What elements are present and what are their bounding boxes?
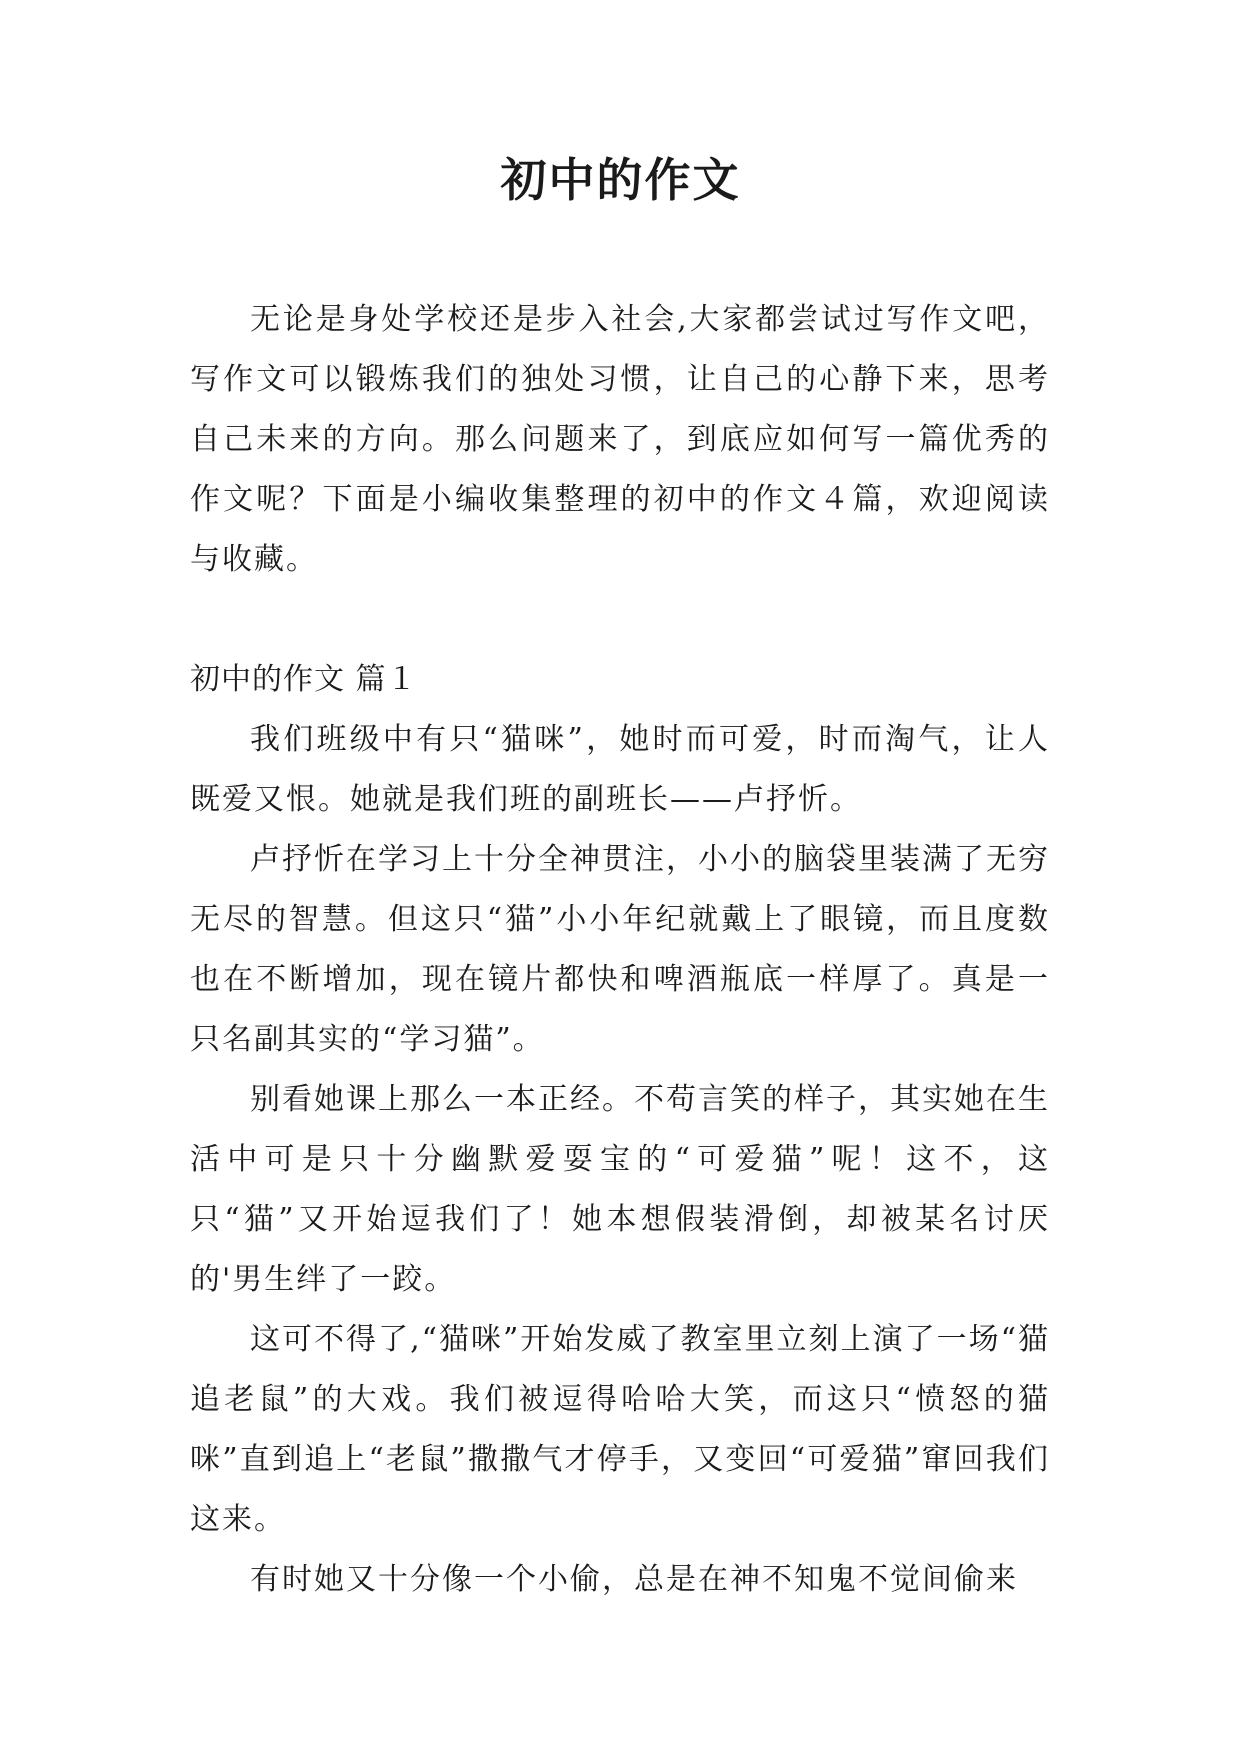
body-paragraph: 有时她又十分像一个小偷，总是在神不知鬼不觉间偷来 — [250, 1562, 1018, 1597]
body-paragraph: 我们班级中有只“猫咪”，她时而可爱，时而淘气，让人既爱又恨。她就是我们班的副班长——卢抒忻。 — [190, 722, 1050, 817]
body-paragraph: 卢抒忻在学习上十分全神贯注，小小的脑袋里装满了无穷无尽的智慧。但这只“猫”小小年纪就戴上了眼镜，而且度数也在不断增加，现在镜片都快和啤酒瓶底一样厚了。真是一只名副其实的“学习猫”。 — [190, 842, 1050, 1057]
intro-paragraph: 无论是身处学校还是步入社会,大家都尝试过写作文吧，写作文可以锻炼我们的独处习惯，让自己的心静下来，思考自己未来的方向。那么问题来了，到底应如何写一篇优秀的作文呢？下面是小编收集整理的初中的作文４篇，欢迎阅读与收藏。 — [190, 302, 1050, 577]
document-body — [190, 290, 1050, 1610]
body-paragraph: 别看她课上那么一本正经。不苟言笑的样子，其实她在生活中可是只十分幽默爱耍宝的“可爱猫”呢！这不，这只“猫”又开始逗我们了！她本想假装滑倒，却被某名讨厌的'男生绊了一跤。 — [190, 1082, 1050, 1297]
body-paragraph: 这可不得了,“猫咪”开始发威了教室里立刻上演了一场“猫追老鼠”的大戏。我们被逗得哈哈大笑，而这只“愤怒的猫咪”直到追上“老鼠”撒撒气才停手，又变回“可爱猫”窜回我们这来。 — [190, 1322, 1050, 1537]
section-heading: 初中的作文 篇１ — [190, 662, 418, 697]
document-title: 初中的作文 — [500, 153, 741, 207]
